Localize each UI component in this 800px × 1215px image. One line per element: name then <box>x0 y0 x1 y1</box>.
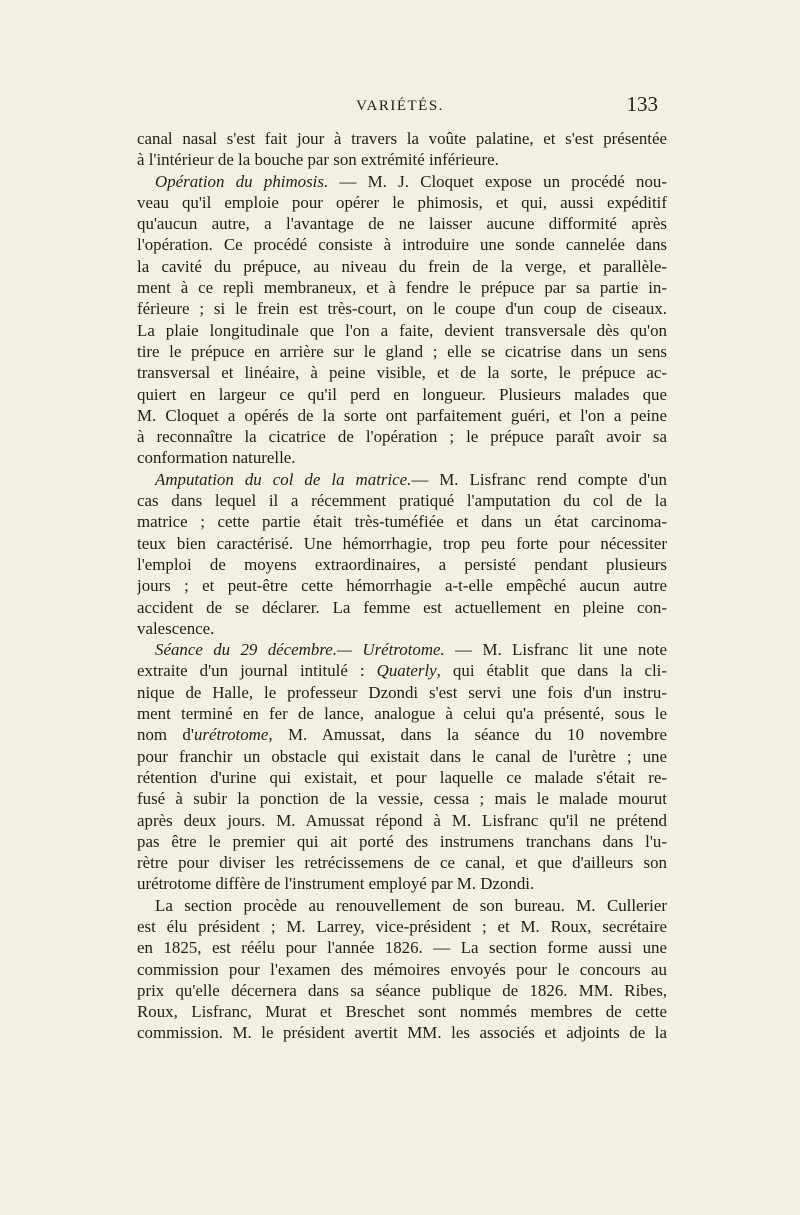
text-run: transversal et linéaire, à peine visible, et de la sorte, le prépuce ac- <box>137 363 667 383</box>
text-line <box>137 447 667 468</box>
text-line <box>137 682 667 703</box>
text-run: cas dans lequel il a récemment pratiqué l'amputation du col de la <box>137 491 667 511</box>
text-line <box>137 1001 667 1022</box>
italic-run: Amputation du col de la matrice. <box>155 469 412 489</box>
text-run: nique de Halle, le professeur Dzondi s'est servi une fois d'un instru- <box>137 682 667 702</box>
text-line <box>137 597 667 618</box>
text-run: accident de se déclarer. La femme est actuellement en pleine con- <box>137 597 667 617</box>
text-run: Roux, Lisfranc, Murat et Breschet sont nommés membres de cette <box>137 1002 667 1022</box>
text-line <box>137 724 667 745</box>
text-line <box>137 767 667 788</box>
text-line <box>137 1022 667 1043</box>
text-run: ment à ce repli membraneux, et à fendre le prépuce par sa partie in- <box>137 278 667 298</box>
text-run: rétention d'urine qui existait, et pour laquelle ce malade s'était re- <box>137 767 667 787</box>
text-line <box>137 234 667 255</box>
text-line <box>137 639 667 660</box>
text-line <box>137 128 667 149</box>
text-run: est élu président ; M. Larrey, vice-président ; et M. Roux, secrétaire <box>137 916 667 936</box>
text-line <box>137 618 667 639</box>
text-run: pour franchir un obstacle qui existait dans le canal de l'urètre ; une <box>137 746 667 766</box>
text-run: canal nasal s'est fait jour à travers la voûte palatine, et s'est présentée <box>137 129 667 148</box>
text-run: après deux jours. M. Amussat répond à M. Lisfranc qu'il ne prétend <box>137 810 667 830</box>
text-line <box>137 277 667 298</box>
text-line <box>137 831 667 852</box>
text-line <box>137 810 667 831</box>
text-line <box>137 192 667 213</box>
text-line <box>137 895 667 916</box>
text-run: nom d' <box>137 725 194 745</box>
text-line <box>137 320 667 341</box>
text-line <box>137 554 667 575</box>
text-line <box>137 959 667 980</box>
text-run: tire le prépuce en arrière sur le gland ; elle se cicatrise dans un sens <box>137 341 667 361</box>
text-line <box>137 426 667 447</box>
text-run: — M. Lisfranc lit une note <box>444 640 667 660</box>
text-line <box>137 788 667 809</box>
text-line <box>137 937 667 958</box>
text-line <box>137 341 667 362</box>
text-line <box>137 490 667 511</box>
text-run: commission pour l'examen des mémoires envoyés pour le concours au <box>137 959 667 979</box>
text-run: jours ; et peut-être cette hémorrhagie a-t-elle empêché aucun autre <box>137 576 667 596</box>
italic-run: Séance du 29 décembre.— Urétrotome. <box>155 640 445 660</box>
text-line <box>137 980 667 1001</box>
text-run: valescence. <box>137 618 215 638</box>
text-run: à l'intérieur de la bouche par son extrémité inférieure. <box>137 150 499 170</box>
text-run: ment terminé en fer de lance, analogue à celui qu'a présenté, sous le <box>137 704 667 724</box>
text-line <box>137 511 667 532</box>
text-run: la cavité du prépuce, au niveau du frein de la verge, et parallèle- <box>137 256 667 276</box>
page-number: 133 <box>626 92 658 116</box>
text-line <box>137 362 667 383</box>
text-line <box>137 533 667 554</box>
text-line <box>137 149 667 170</box>
text-run: — M. Lisfranc rend compte d'un <box>411 469 667 489</box>
text-run: matrice ; cette partie était très-tuméfiée et dans un état carcinoma- <box>137 512 667 532</box>
text-line <box>137 384 667 405</box>
text-run: veau qu'il emploie pour opérer le phimosis, et qui, aussi expéditif <box>137 192 667 212</box>
text-run: férieure ; si le frein est très-court, on le coupe d'un coup de ciseaux. <box>137 299 667 319</box>
text-run: pas être le premier qui ait porté des instrumens tranchans dans l'u- <box>137 831 667 851</box>
text-run: à reconnaître la cicatrice de l'opération ; le prépuce paraît avoir sa <box>137 427 667 447</box>
text-run: prix qu'elle décernera dans sa séance publique de 1826. MM. Ribes, <box>137 980 667 1000</box>
text-line <box>137 405 667 426</box>
running-title: VARIÉTÉS. <box>356 98 444 114</box>
text-run: rètre pour diviser les retrécissemens de ce canal, et que d'ailleurs son <box>137 853 667 873</box>
text-run: La plaie longitudinale que l'on a faite, devient transversale dès qu'on <box>137 320 667 340</box>
text-run: conformation naturelle. <box>137 448 296 468</box>
italic-run: Opération du phimosis. <box>155 171 329 191</box>
text-run: qu'aucun autre, a l'avantage de ne laisser aucune difformité après <box>137 214 667 234</box>
text-line <box>137 469 667 490</box>
text-line <box>137 171 667 192</box>
text-line <box>137 213 667 234</box>
text-run: La section procède au renouvellement de son bureau. M. Cullerier <box>155 895 667 915</box>
text-run: extraite d'un journal intitulé : <box>137 661 377 681</box>
text-run: l'opération. Ce procédé consiste à introduire une sonde cannelée dans <box>137 235 667 255</box>
text-line <box>137 703 667 724</box>
text-line <box>137 873 667 894</box>
text-line <box>137 852 667 873</box>
text-run: M. Cloquet a opérés de la sorte ont parfaitement guéri, et l'on a peine <box>137 405 667 425</box>
body-text <box>137 128 667 1044</box>
text-run: quiert en largeur ce qu'il perd en longueur. Plusieurs malades que <box>137 384 667 404</box>
text-line <box>137 298 667 319</box>
text-run: l'emploi de moyens extraordinaires, a persisté pendant plusieurs <box>137 554 667 574</box>
text-run: fusé à subir la ponction de la vessie, cessa ; mais le malade mourut <box>137 789 667 809</box>
text-run: , qui établit que dans la cli- <box>436 661 667 681</box>
italic-run: Quaterly <box>376 661 437 681</box>
text-run: — M. J. Cloquet expose un procédé nou- <box>328 171 667 191</box>
text-run: , M. Amussat, dans la séance du 10 novembre <box>268 725 667 745</box>
text-run: en 1825, est réélu pour l'année 1826. — La section forme aussi une <box>137 938 667 958</box>
text-run: commission. M. le président avertit MM. les associés et adjoints de la <box>137 1023 667 1043</box>
italic-run: urétrotome <box>193 725 269 745</box>
text-line <box>137 575 667 596</box>
text-run: urétrotome diffère de l'instrument employé par M. Dzondi. <box>137 874 535 894</box>
text-run: teux bien caractérisé. Une hémorrhagie, trop peu forte pour nécessiter <box>137 533 667 553</box>
text-line <box>137 916 667 937</box>
text-line <box>137 746 667 767</box>
text-line <box>137 660 667 681</box>
text-line <box>137 256 667 277</box>
